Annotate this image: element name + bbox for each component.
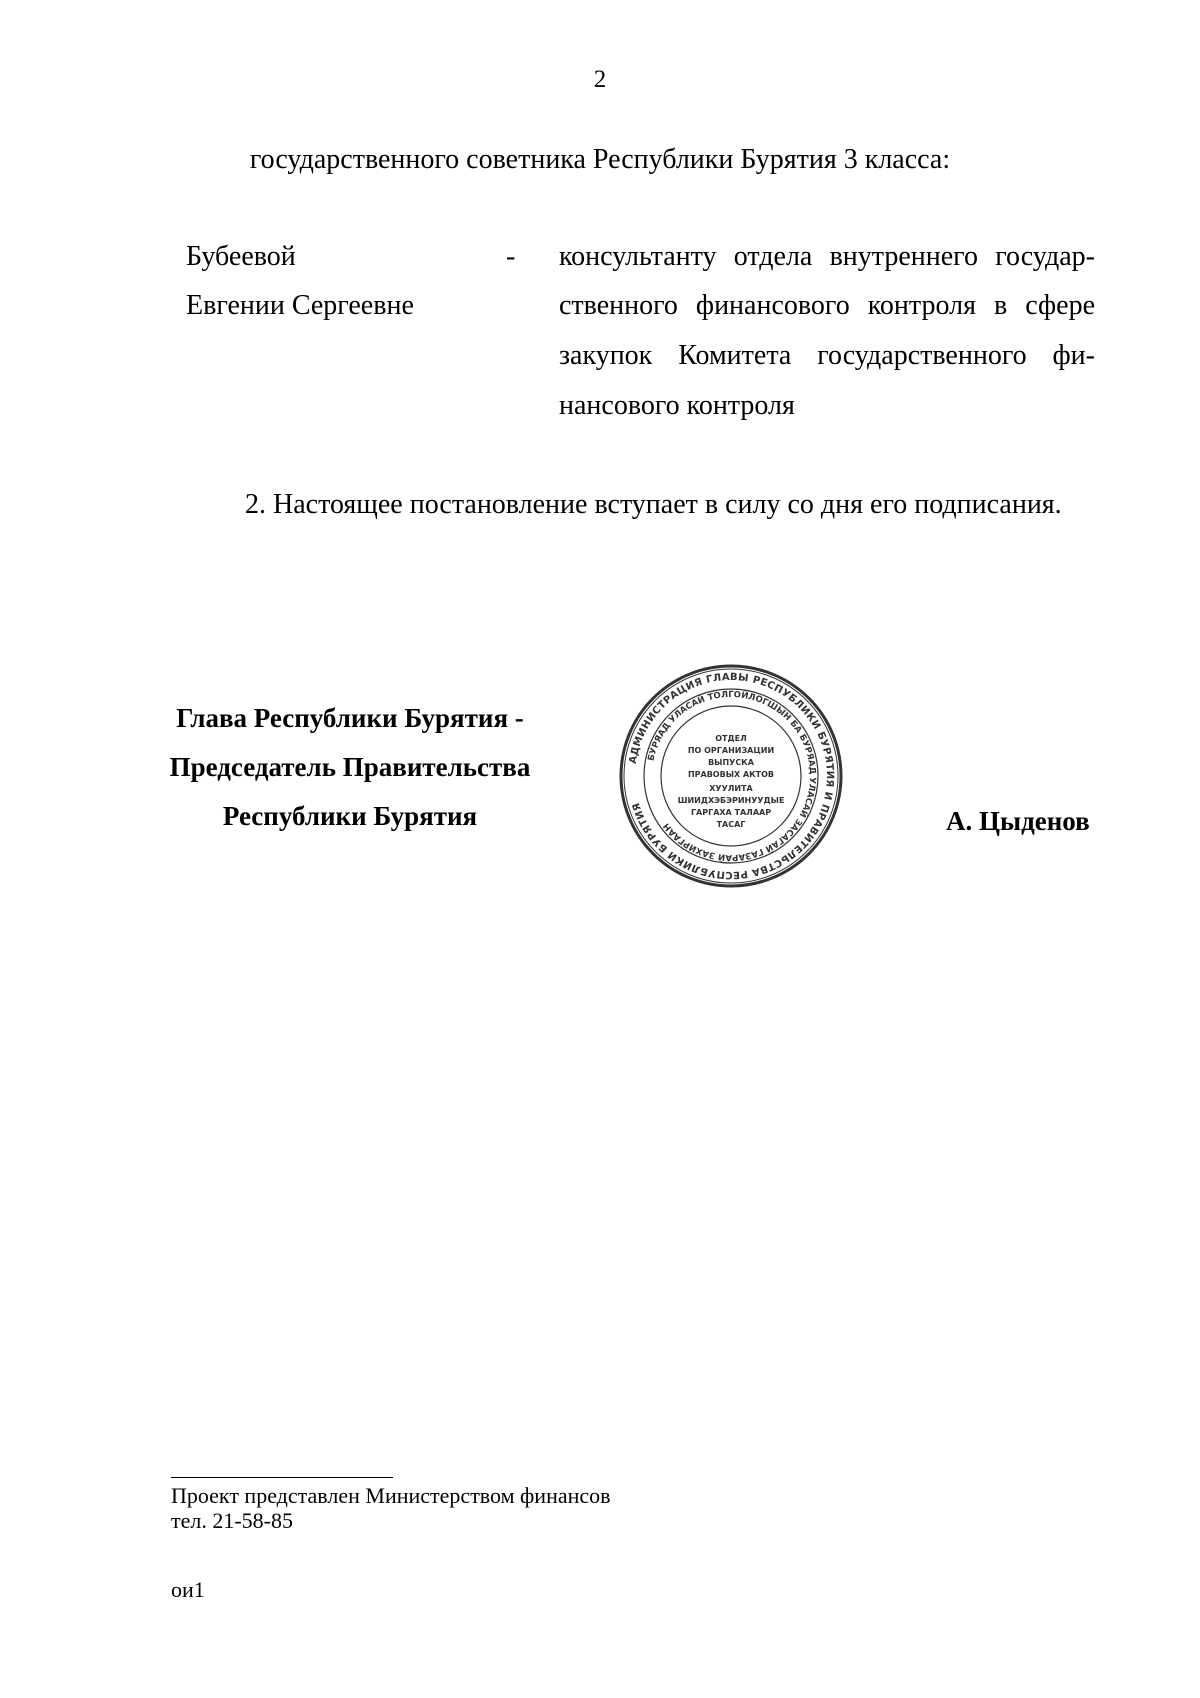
stamp-inner-ring-text: БУРЯАД УЛАСАЙ ТОЛГОЙЛОГШЫН БА БУРЯАД УЛАСАЙ ЗАСАГАЙ ГАЗАРАЙ ЗАХИРГААН bbox=[646, 689, 818, 863]
signatory-title-line-1: Глава Республики Бурятия - bbox=[176, 703, 524, 733]
footnote-divider bbox=[171, 1477, 393, 1478]
stamp-center-line: ВЫПУСКА bbox=[708, 758, 754, 767]
stamp-center-line: ШИИДХЭБЭРИНУУДЫЕ bbox=[677, 796, 785, 805]
stamp-center-line: ТАСАГ bbox=[716, 820, 746, 829]
page-number: 2 bbox=[593, 66, 607, 93]
document-code: ои1 bbox=[171, 1577, 205, 1602]
signatory-title-line-3: Республики Бурятия bbox=[222, 801, 478, 831]
stamp-outer-ring-text: АДМИНИСТРАЦИЯ ГЛАВЫ РЕСПУБЛИКИ БУРЯТИЯ И ПРАВИТЕЛЬСТВА РЕСПУБЛИКИ БУРЯТИЯ bbox=[627, 671, 836, 881]
signatory-title-line-2: Председатель Правительства bbox=[169, 752, 531, 782]
position-line-1: консультанту отдела внутреннего государ- bbox=[559, 241, 1095, 272]
footnote-project-source: Проект представлен Министерством финансов bbox=[171, 1483, 611, 1508]
position-line-3: закупок Комитета государственного фи- bbox=[559, 340, 1095, 371]
stamp-center-line: ОТДЕЛ bbox=[715, 734, 747, 743]
rank-heading: государственного советника Республики Бурятия 3 класса: bbox=[249, 144, 951, 175]
signer-name: А. Цыденов bbox=[946, 806, 1090, 836]
stamp-center-line: ПО ОРГАНИЗАЦИИ bbox=[687, 746, 775, 755]
appointee-surname: Бубеевой bbox=[186, 241, 296, 272]
official-stamp bbox=[618, 663, 844, 889]
appointee-given-names: Евгении Сергеевне bbox=[186, 290, 414, 321]
position-line-4: нансового контроля bbox=[559, 390, 795, 421]
separator-dash: - bbox=[506, 241, 516, 272]
footnote-phone: тел. 21-58-85 bbox=[171, 1508, 294, 1533]
clause-2: 2. Настоящее постановление вступает в силу со дня его подписания. bbox=[245, 489, 1062, 520]
position-line-2: ственного финансового контроля в сфере bbox=[559, 290, 1095, 321]
stamp-center-line: ХУУЛИТА bbox=[709, 784, 753, 793]
stamp-center-line: ПРАВОВЫХ АКТОВ bbox=[687, 770, 775, 779]
stamp-center-line: ГАРГАХА ТАЛААР bbox=[690, 808, 772, 817]
